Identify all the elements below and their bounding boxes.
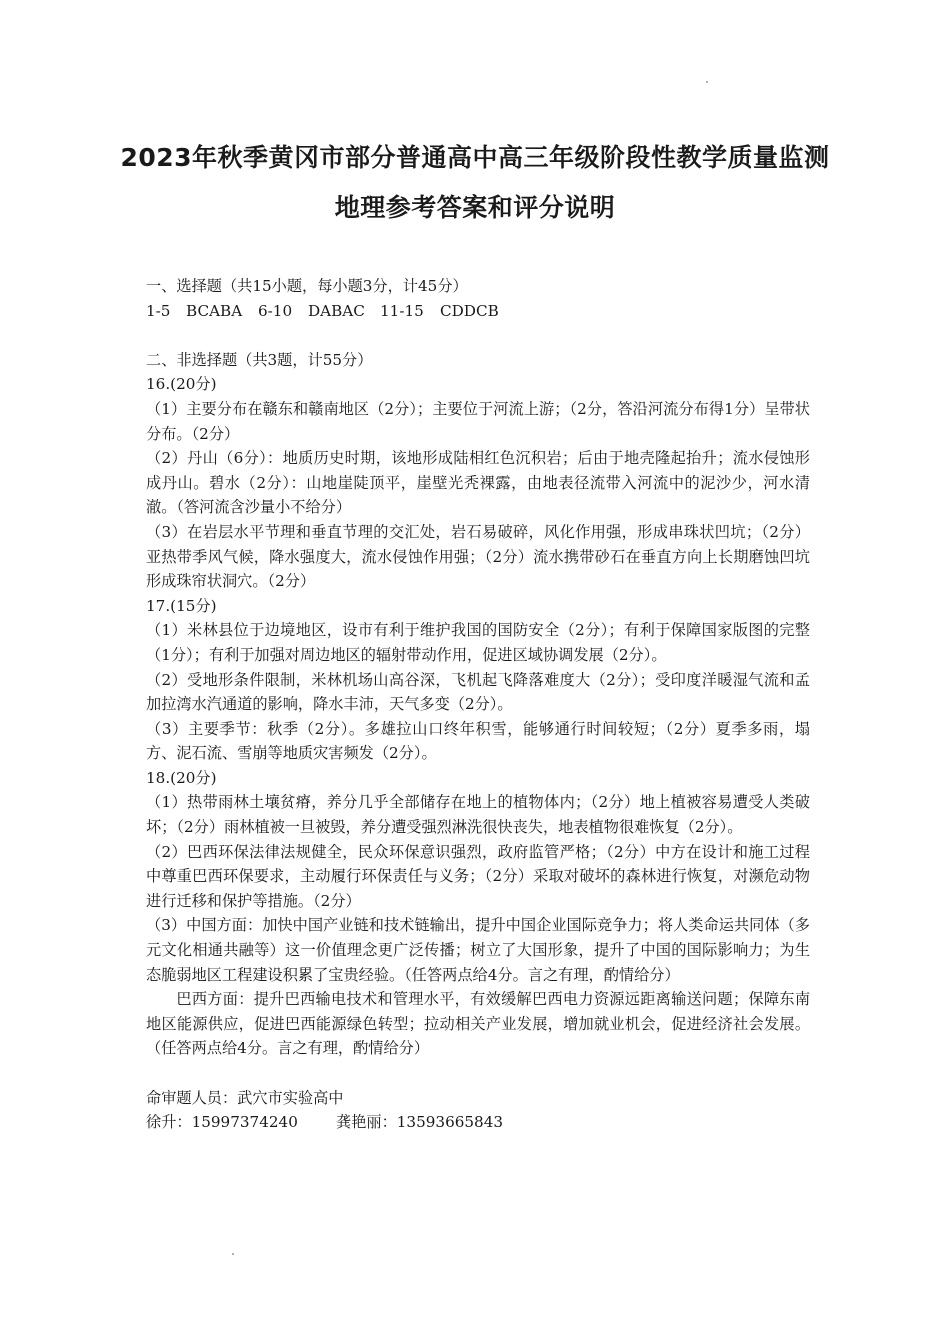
answer-range: 1-5 [146, 301, 171, 320]
scan-speck [232, 1253, 234, 1255]
answer-keys: CDDCB [440, 301, 499, 320]
question-17-part-1: （1）米林县位于边境地区，设市有利于维护我国的国防安全（2分）；有利于保障国家版图的完整（1分）；有利于加强对周边地区的辐射带动作用，促进区域协调发展（2分）。 [146, 621, 810, 664]
contact-gong-yanli: 龚艳丽：13593665843 [336, 1113, 504, 1132]
question-17-part-3: （3）主要季节：秋季（2分）。多雄拉山口终年积雪，能够通行时间较短；（2分）夏季多雨，塌方、泥石流、雪崩等地质灾害频发（2分）。 [146, 719, 810, 763]
section1-heading: 一、选择题（共15小题，每小题3分，计45分） [146, 277, 468, 295]
question-18-label: 18.(20分) [146, 768, 217, 787]
question-18-part-1: （1）热带雨林土壤贫瘠，养分几乎全部储存在地上的植物体内；（2分）地上植被容易遭受人类破坏；（2分）雨林植被一旦被毁，养分遭受强烈淋洗很快丧失，地表植物很难恢复（2分）。 [146, 793, 810, 837]
question-18-part-2: （2）巴西环保法律法规健全，民众环保意识强烈，政府监管严格；（2分）中方在设计和施工过程中尊重巴西环保要求，主动履行环保责任与义务；（2分）采取对破坏的森林进行恢复，对濒危动物进行迁移和保护等措施。（2分） [146, 842, 810, 910]
answer-keys: DABAC [308, 301, 365, 320]
scan-speck [706, 81, 708, 83]
contact-xu-sheng: 徐升：15997374240 [146, 1113, 298, 1132]
question-16-part-1: （1）主要分布在赣东和赣南地区（2分）；主要位于河流上游；（2分，答沿河流分布得1分）呈带状分布。（2分） [146, 399, 810, 443]
question-18-part-3-brazil: 巴西方面：提升巴西输电技术和管理水平，有效缓解巴西电力资源远距离输送问题；保障东南地区能源供应，促进巴西能源绿色转型；拉动相关产业发展，增加就业机会，促进经济社会发展。（任答两点给4分。言之有理，酌情给分） [146, 990, 810, 1058]
reviewers-line: 命审题人员：武穴市实验高中 [146, 1088, 344, 1107]
document-title: 2023年秋季黄冈市部分普通高中高三年级阶段性教学质量监测 [120, 143, 830, 172]
answer-keys: BCABA [186, 301, 243, 320]
multiple-choice-answers [146, 299, 810, 324]
answer-range: 6-10 [258, 301, 293, 320]
contacts-line [146, 1110, 810, 1135]
question-18-part-3-china: （3）中国方面：加快中国产业链和技术链输出，提升中国企业国际竞争力；将人类命运共同体（多元文化相通共融等）这一价值理念更广泛传播；树立了大国形象，提升了中国的国际影响力；为生态脆弱地区工程建设积累了宝贵经验。（任答两点给4分。言之有理，酌情给分） [146, 916, 810, 984]
answer-range: 11-15 [380, 301, 424, 320]
question-16-part-2: （2）丹山（6分）：地质历史时期，该地形成陆相红色沉积岩；后由于地壳隆起抬升；流水侵蚀形成丹山。碧水（2分）：山地崖陡顶平，崖壁光秃裸露，由地表径流带入河流中的泥沙少，河水清澈。（答河流含沙量小不给分） [146, 449, 810, 517]
question-16-part-3: （3）在岩层水平节理和垂直节理的交汇处，岩石易破碎，风化作用强，形成串珠状凹坑；（2分）亚热带季风气候，降水强度大，流水侵蚀作用强；（2分）流水携带砂石在垂直方向上长期磨蚀凹坑形成珠帘状洞穴。（2分） [146, 522, 810, 591]
question-17-part-2: （2）受地形条件限制，米林机场山高谷深，飞机起飞降落难度大（2分）；受印度洋暖湿气流和孟加拉湾水汽通道的影响，降水丰沛，天气多变（2分）。 [146, 670, 810, 714]
question-17-label: 17.(15分) [146, 596, 217, 615]
question-16-label: 16.(20分) [146, 375, 217, 394]
document-subtitle: 地理参考答案和评分说明 [334, 193, 616, 222]
section2-heading: 二、非选择题（共3题，计55分） [146, 350, 373, 369]
answer-key-body [146, 274, 810, 1135]
